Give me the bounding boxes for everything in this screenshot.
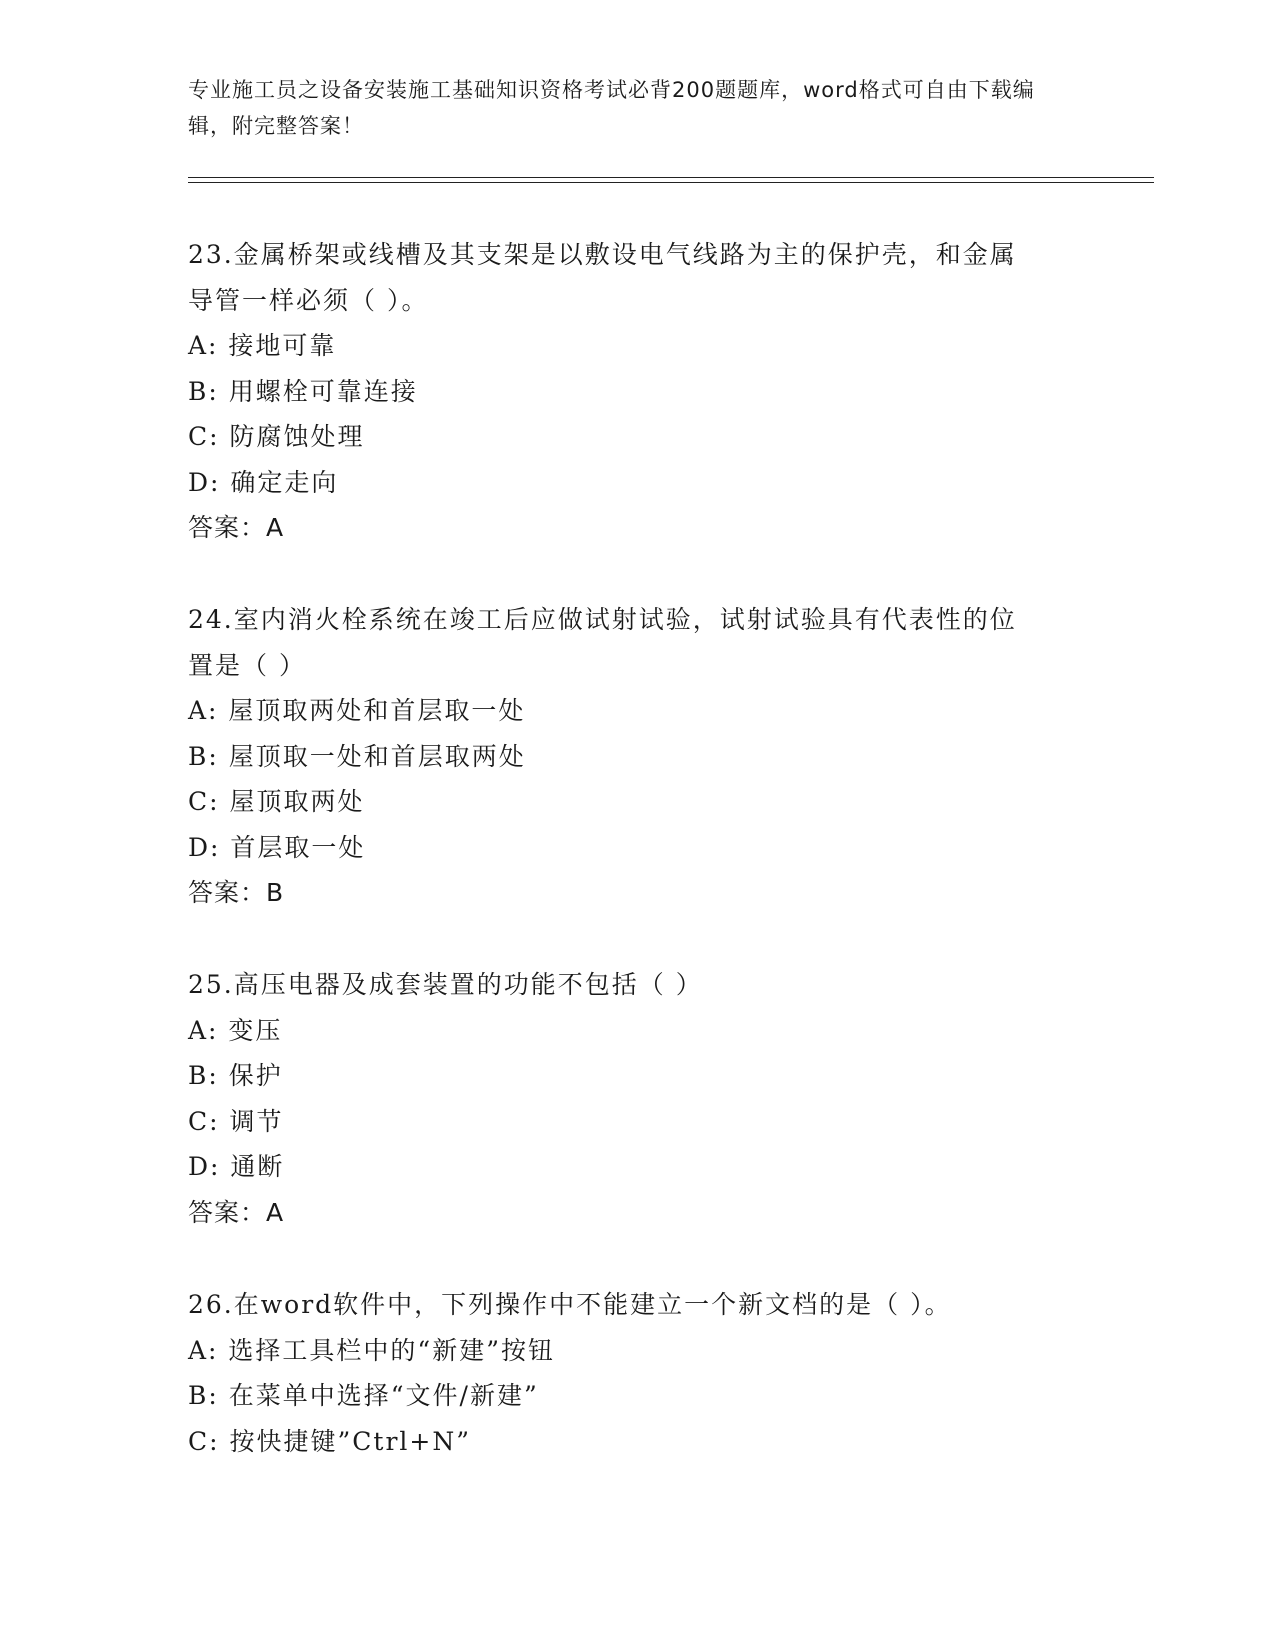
question-stem-line: 置是（ ）	[188, 650, 306, 680]
option-d: D: 首层取一处	[188, 832, 366, 862]
question-23	[188, 232, 1088, 551]
question-26	[188, 1282, 1088, 1464]
header-divider-top	[188, 177, 1154, 178]
answer: 答案：A	[188, 513, 285, 542]
option-c: C: 防腐蚀处理	[188, 422, 365, 451]
option-b: B: 保护	[188, 1061, 283, 1090]
question-25	[188, 962, 1088, 1235]
question-stem-line: 24.室内消火栓系统在竣工后应做试射试验，试射试验具有代表性的位	[188, 605, 1017, 634]
option-a: A: 变压	[188, 1015, 283, 1045]
question-stem-line: 25.高压电器及成套装置的功能不包括（ ）	[188, 970, 703, 999]
option-a: A: 选择工具栏中的“新建”按钮	[188, 1335, 555, 1365]
question-24	[188, 597, 1088, 916]
option-a: A: 接地可靠	[188, 331, 337, 360]
option-d: D: 通断	[188, 1152, 285, 1181]
answer: 答案：B	[188, 878, 285, 907]
option-a: A: 屋顶取两处和首层取一处	[188, 696, 526, 725]
option-c: C: 屋顶取两处	[188, 787, 365, 816]
option-b: B: 屋顶取一处和首层取两处	[188, 741, 526, 771]
header-divider-bottom	[188, 182, 1154, 183]
question-stem-line: 导管一样必须（ ）。	[188, 285, 429, 315]
answer: 答案：A	[188, 1197, 285, 1227]
option-c: C: 按快捷键”Ctrl+N”	[188, 1426, 472, 1456]
question-stem-line: 26.在word软件中，下列操作中不能建立一个新文档的是（ ）。	[188, 1290, 952, 1319]
document-header: 专业施工员之设备安装施工基础知识资格考试必背200题题库，word格式可自由下载编辑，附完整答案！	[188, 78, 1035, 138]
option-b: B: 用螺栓可靠连接	[188, 376, 418, 406]
option-b: B: 在菜单中选择“文件/新建”	[188, 1381, 539, 1410]
option-d: D: 确定走向	[188, 467, 339, 497]
option-c: C: 调节	[188, 1106, 284, 1136]
question-stem-line: 23.金属桥架或线槽及其支架是以敷设电气线路为主的保护壳，和金属	[188, 240, 1017, 269]
